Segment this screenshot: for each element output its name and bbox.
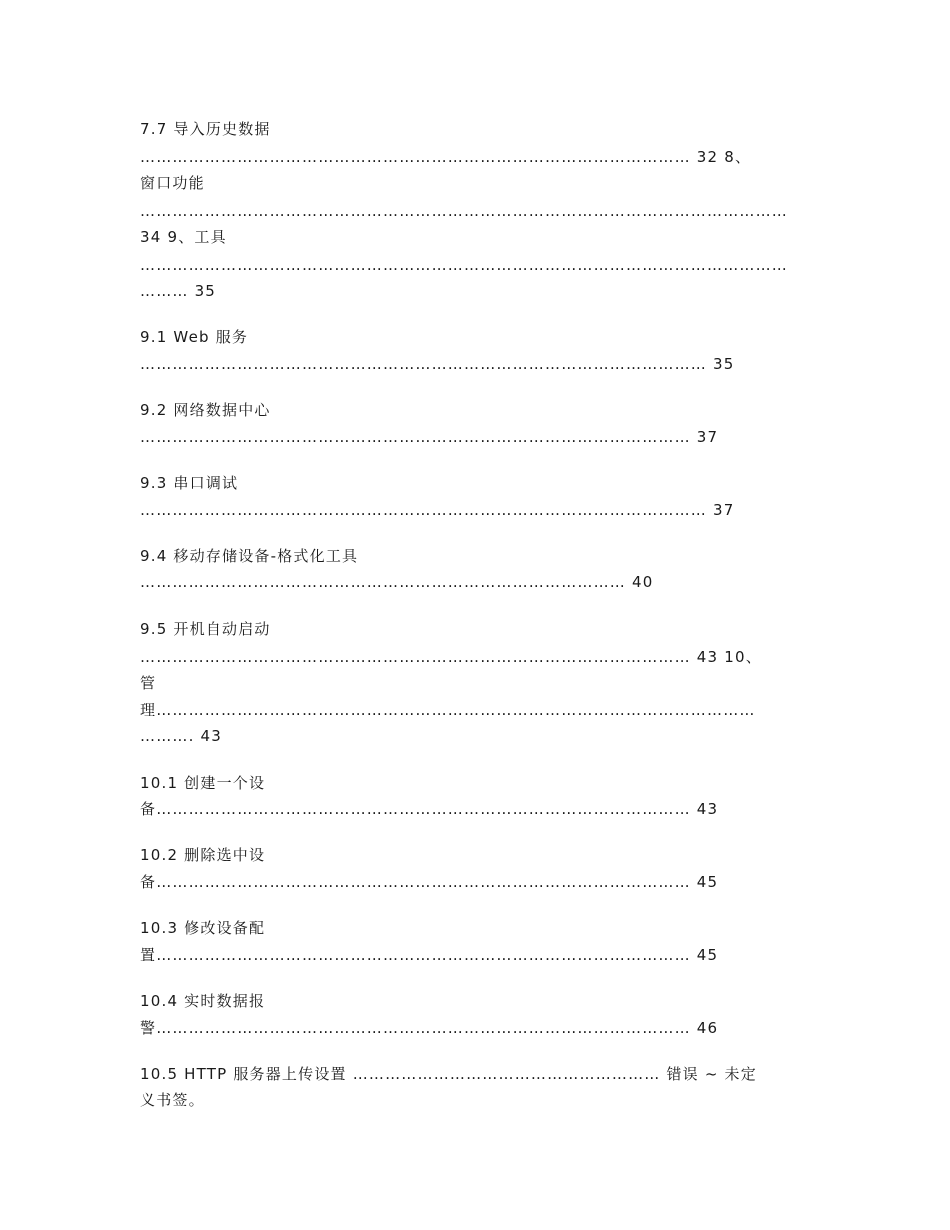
toc-page-number: ……… 35	[140, 282, 217, 300]
toc-leader-line: …………………………………………………………………………………………………………	[140, 256, 788, 274]
toc-entry-10-title: 管	[140, 674, 157, 692]
toc-leader-line: 警……………………………………………………………………………………… 46	[140, 1019, 719, 1037]
toc-entry-10-2-title: 10.2 删除选中设	[140, 846, 266, 864]
toc-leader-line: …………………………………………………………………………………………………………	[140, 202, 788, 220]
toc-entry-9-4-title: 9.4 移动存储设备-格式化工具	[140, 547, 359, 565]
toc-leader-line: 理…………………………………………………………………………………………………	[140, 701, 756, 719]
toc-entry-10-4-title: 10.4 实时数据报	[140, 992, 266, 1010]
toc-entry-10-5-continuation: 义书签。	[140, 1091, 205, 1109]
toc-entry-7-7-title: 7.7 导入历史数据	[140, 120, 271, 138]
toc-leader-line: ………………………………………………………………………………………… 32 8、	[140, 148, 752, 166]
toc-entry-9-3-title: 9.3 串口调试	[140, 474, 239, 492]
toc-page-number: ………. 43	[140, 727, 223, 745]
toc-entry-9-5-title: 9.5 开机自动启动	[140, 620, 271, 638]
toc-leader-line: ………………………………………………………………………………………… 43 10、	[140, 648, 762, 666]
toc-leader-line: ………………………………………………………………………………………… 37	[140, 428, 719, 446]
toc-entry-9-title: 34 9、工具	[140, 228, 227, 246]
toc-entry-10-1-title: 10.1 创建一个设	[140, 774, 266, 792]
toc-leader-line: 置……………………………………………………………………………………… 45	[140, 946, 719, 964]
toc-entry-9-2-title: 9.2 网络数据中心	[140, 401, 271, 419]
toc-entry-10-5-title: 10.5 HTTP 服务器上传设置 ………………………………………………… 错误 ~ 未定	[140, 1065, 757, 1083]
toc-entry-10-3-title: 10.3 修改设备配	[140, 919, 266, 937]
toc-leader-line: 备……………………………………………………………………………………… 45	[140, 873, 719, 891]
toc-entry-9-1-title: 9.1 Web 服务	[140, 328, 249, 346]
toc-leader-line: …………………………………………………………………………………………… 37	[140, 501, 735, 519]
toc-leader-line: ……………………………………………………………………………… 40	[140, 573, 654, 591]
toc-leader-line: …………………………………………………………………………………………… 35	[140, 355, 735, 373]
toc-entry-8-title: 窗口功能	[140, 174, 205, 192]
toc-leader-line: 备……………………………………………………………………………………… 43	[140, 800, 719, 818]
